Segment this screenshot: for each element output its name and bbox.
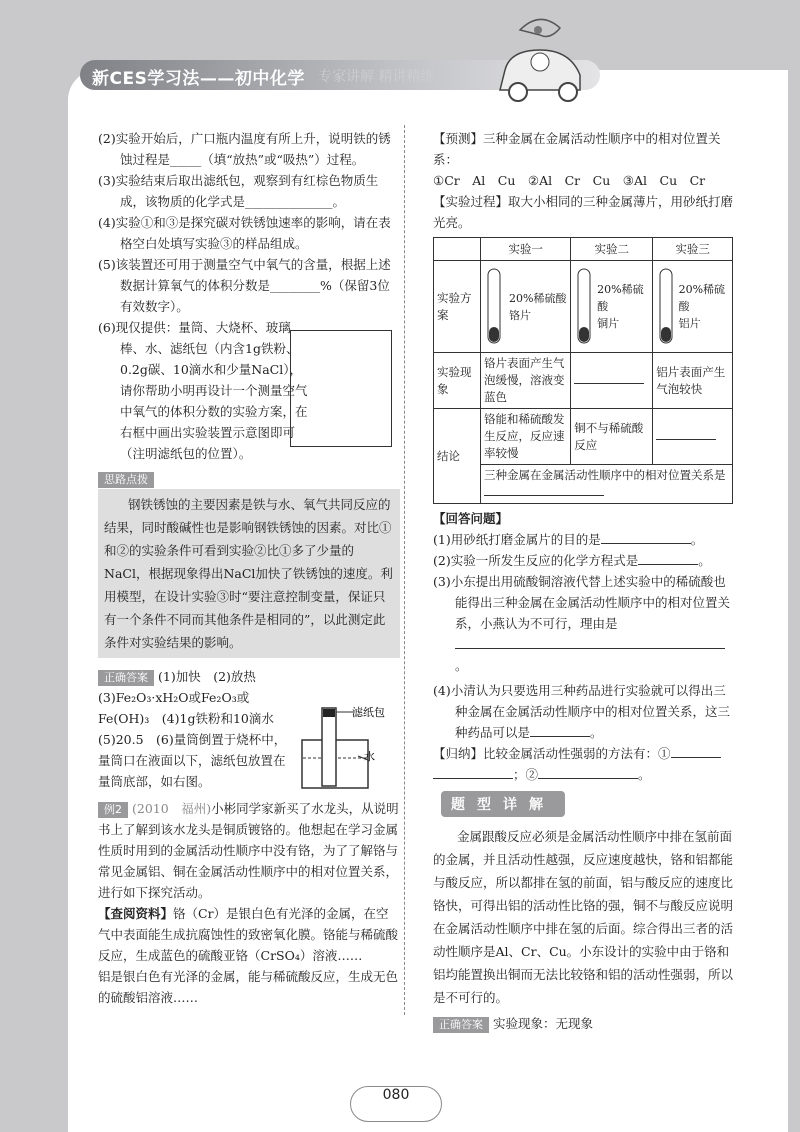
- summary-2: ；②: [513, 767, 539, 782]
- summary-blank-2: [538, 778, 638, 779]
- apparatus-figure: [296, 700, 404, 795]
- example-source: (2010 福州): [132, 801, 212, 816]
- answer-1-blank: [601, 543, 691, 544]
- answer-3: (3)小东提出用硫酸铜溶液代替上述实验中的稀硫酸也能得出三种金属在金属活动性顺序中的相对位置关系，小燕认为不可行，理由是: [433, 574, 731, 631]
- question-2: (2)实验开始后，广口瓶内温度有所上升，说明铁的锈蚀过程是_____（填“放热”或“吸热”）过程。: [98, 131, 391, 167]
- row-scheme-label: 实验方案: [434, 261, 481, 353]
- answer-3-blank: [455, 648, 725, 649]
- question-6: (6)现仅提供：量筒、大烧杯、玻璃棒、水、滤纸包（内含1g铁粉、0.2g碳、10滴水和少量NaCl），请你帮助小明再设计一个测量空气中氧气的体积分数的实验方案，在右框中画出实验装置示意图即可（注明滤纸包的位置）。: [98, 320, 308, 461]
- detail-label: 题型详解: [441, 791, 565, 817]
- question-3: (3)实验结束后取出滤纸包，观察到有红棕色物质生成，该物质的化学式是______________。: [98, 173, 379, 209]
- final-blank: [484, 495, 604, 496]
- questions-title: 【回答问题】: [433, 511, 509, 526]
- answer-label: 正确答案: [98, 670, 154, 686]
- table-final-row: 三种金属在金属活动性顺序中的相对位置关系是: [484, 468, 726, 482]
- test-tube-icon: [484, 267, 506, 347]
- acid-label-2: 20%稀硫酸: [597, 283, 644, 313]
- metal-label-1: 铬片: [509, 308, 531, 322]
- header-faint-text: 专家讲解 精讲精练: [318, 69, 435, 85]
- page-number: 080: [350, 1086, 442, 1122]
- column-separator: [404, 125, 405, 1015]
- left-column: [98, 128, 400, 1008]
- metal-label-3: 铝片: [678, 317, 701, 330]
- answer-4-blank: [530, 736, 590, 737]
- test-tube-icon: [656, 267, 675, 347]
- row-observation-label: 实验现象: [434, 353, 481, 409]
- tip-text: 钢铁锈蚀的主要因素是铁与水、氧气共同反应的结果，同时酸碱性也是影响钢铁锈蚀的因素。对比①和②的实验条件可看到实验②比①多了少量的NaCl，根据现象得出NaCl加快了铁锈蚀的速度。利用模型，在设计实验③时“要注意控制变量，保证只有一个条件不同而其他条件是相同的”，以此测定此条件对实验结果的影响。: [98, 489, 400, 658]
- info-title: 【查阅资料】: [98, 906, 174, 921]
- conclusion-1: 铬能和稀硫酸发生反应，反应速率较慢: [481, 409, 571, 465]
- experiment-table: [433, 237, 733, 504]
- tip-label: 思路点拨: [98, 472, 154, 488]
- answer-2-blank: [638, 564, 698, 565]
- conclusion-2: 铜不与稀硫酸反应: [571, 409, 653, 465]
- acid-label-3: 20%稀硫酸: [678, 283, 726, 313]
- prediction-options: ①Cr Al Cu ②Al Cr Cu ③Al Cu Cr: [433, 173, 706, 188]
- observation-1: 铬片表面产生气泡缓慢，溶液变蓝色: [481, 353, 571, 409]
- acid-label-1: 20%稀硫酸: [509, 291, 567, 305]
- table-head-3: 实验三: [653, 238, 733, 261]
- observation-2-blank: [574, 383, 644, 384]
- prediction: 【预测】三种金属在金属活动性顺序中的相对位置关系：: [433, 131, 721, 167]
- conclusion-3-blank: [656, 439, 716, 440]
- row-conclusion-label: 结论: [434, 409, 481, 504]
- info-text-2: 铝是银白色有光泽的金属，能与稀硫酸反应，生成无色的硫酸铝溶液……: [98, 969, 399, 1005]
- answer-2: (2)实验一所发生反应的化学方程式是: [433, 553, 639, 568]
- header-title: 新CES学习法——初中化学: [92, 69, 305, 89]
- answer-text: (1)加快 (2)放热 (3)Fe₂O₃·xH₂O或Fe₂O₃或Fe(OH)₃ (4)1g铁粉和10滴水 (5)20.5 (6)量筒倒置于烧杯中，量筒口在液面以下，滤纸包放置在量筒底部，如右图。: [98, 669, 287, 789]
- right-column: 【预测】三种金属在金属活动性顺序中的相对位置关系： ①Cr Al Cu ②Al Cr Cu ③Al Cu Cr 【实验过程】取大小相同的三种金属薄片，用砂纸打磨光亮。 实验一 实验二 实验三 实验方案 20%稀硫酸 铬片 20%稀硫酸 铜片 20%稀硫酸 铝片 实验现象 铬片表面产生气泡缓慢，溶液变蓝色 铝片表面产生气泡较快 结论 铬能和稀硫酸发生反应，反应速率较慢 铜不与稀硫酸反应 三种金属在金属活动性顺序中的相对位置关系是 【回答问题】 (1)用砂纸打磨金属片的目的是 。 (2)实验一所发生反应的化学方程式是 。 (3)小东提出用硫酸铜溶液代替上述实验中的稀硫酸也能得出三种金属在金属活动性顺序中的相对位置关系，小燕认为不可行，理由是 。 (4)小清认为只要选用三种药品进行实验就可以得出三种金属在金属活动性顺序中的相对位置关系，这三种药品可以是 。 【归纳】比较金属活动性强弱的方法有：① ；② 。 题型详解 金属跟酸反应必须是金属活动性顺序中排在氢前面的金属，并且活动性越强，反应速度越快，铬和铝都能与酸反应，所以都排在氢的前面，铝与酸反应的速度比铬快，可得出铝的活动性比铬的强，铜不与酸反应说明在金属活动性顺序中排在氢的后面。综合得出三者的活动性顺序是Al、Cr、Cu。小东设计的实验中由于铬和铝均能置换出铜而无法比较铬和铝的活动性强弱，所以是不可行的。 正确答案 实验现象：无现象: [433, 128, 733, 1034]
- figure-label-filter-bag: 滤纸包: [352, 706, 385, 719]
- question-4: (4)实验①和③是探究碳对铁锈蚀速率的影响，请在表格空白处填写实验③的样品组成。: [98, 215, 391, 251]
- answer-4: (4)小清认为只要选用三种药品进行实验就可以得出三种金属在金属活动性顺序中的相对位置关系，这三种药品可以是: [433, 683, 731, 740]
- summary: 【归纳】比较金属活动性强弱的方法有：①: [433, 746, 671, 761]
- observation-3: 铝片表面产生气泡较快: [653, 353, 733, 409]
- procedure: 【实验过程】取大小相同的三种金属薄片，用砂纸打磨光亮。: [433, 194, 734, 230]
- figure-label-water: 水: [364, 750, 375, 763]
- example-label: 例2: [98, 802, 128, 818]
- info-text-1: 铬（Cr）是银白色有光泽的金属，在空气中表面能生成抗腐蚀性的致密氧化膜。铬能与稀硫酸反应，生成蓝色的硫酸亚铬（CrSO₄）溶液……: [98, 906, 399, 963]
- metal-label-2: 铜片: [597, 317, 620, 330]
- test-tube-icon: [574, 267, 594, 347]
- table-head-2: 实验二: [571, 238, 653, 261]
- drawing-box: [290, 330, 392, 447]
- cartoon-car-icon: [480, 10, 600, 110]
- question-5: (5)该装置还可用于测量空气中氧气的含量，根据上述数据计算氧气的体积分数是________%（保留3位有效数字）。: [98, 257, 391, 314]
- summary-blank-1b: [433, 778, 513, 779]
- table-head-1: 实验一: [481, 238, 571, 261]
- example-text: 小彬同学家新买了水龙头，从说明书上了解到该水龙头是铜质镀铬的。他想起在学习金属性质时用到的金属活动性顺序中没有铬，为了了解铬与常见金属铝、铜在金属活动性顺序中的相对位置关系，进行如下探究活动。: [98, 801, 399, 900]
- answer-1: (1)用砂纸打磨金属片的目的是: [433, 532, 601, 547]
- right-answer-text: 实验现象：无现象: [493, 1016, 594, 1031]
- summary-blank-1: [671, 757, 721, 758]
- explanation: 金属跟酸反应必须是金属活动性顺序中排在氢前面的金属，并且活动性越强，反应速度越快，铬和铝都能与酸反应，所以都排在氢的前面，铝与酸反应的速度比铬快，可得出铝的活动性比铬的强，铜不与酸反应说明在金属活动性顺序中排在氢的后面。综合得出三者的活动性顺序是Al、Cr、Cu。小东设计的实验中由于铬和铝均能置换出铜而无法比较铬和铝的活动性强弱，所以是不可行的。: [433, 829, 734, 1005]
- right-answer-label: 正确答案: [433, 1017, 489, 1033]
